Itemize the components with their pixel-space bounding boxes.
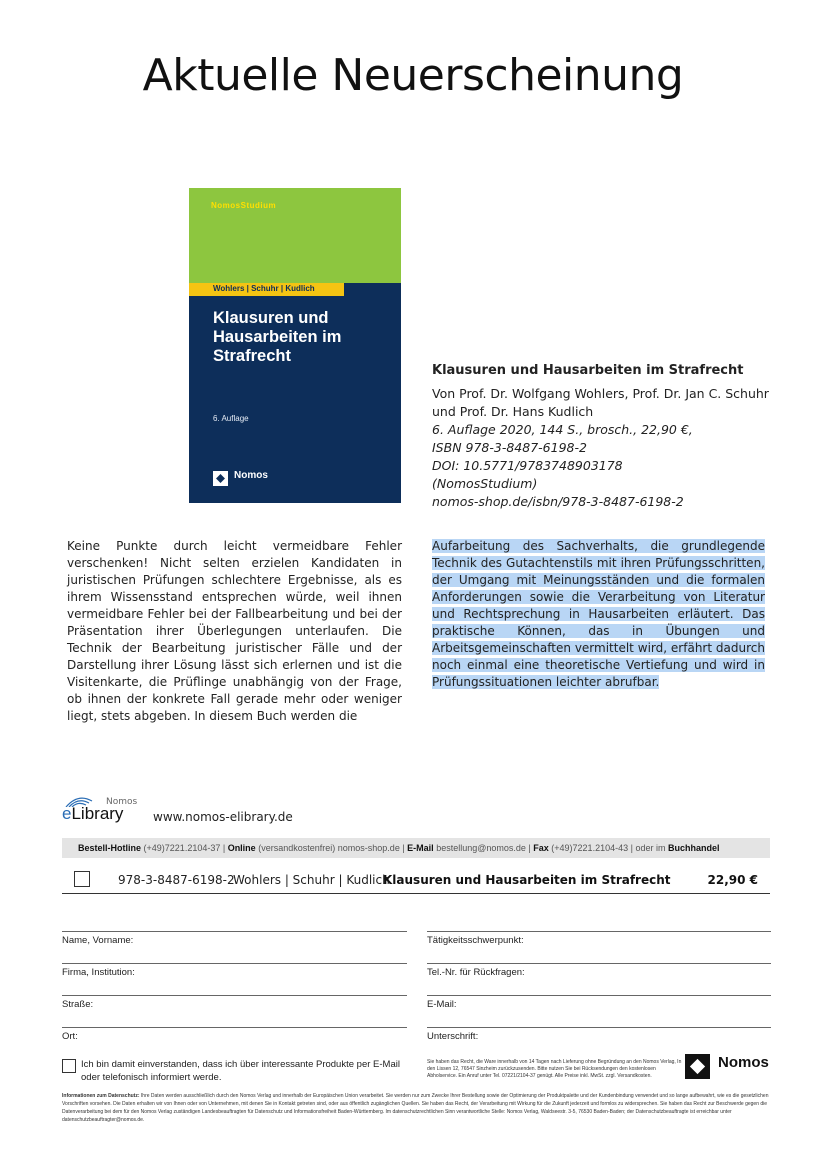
book-edition: 6. Auflage 2020, 144 S., brosch., 22,90 €, [432, 422, 693, 437]
email-link[interactable]: bestellung@nomos.de [436, 843, 526, 853]
order-title: Klausuren und Hausarbeiten im Strafrecht [383, 873, 671, 887]
privacy-notice [62, 1092, 770, 1124]
elibrary-e: e [62, 804, 72, 823]
privacy-text: Ihre Daten werden ausschließlich durch den Nomos Verlag und innerhalb der Europäischen Union verarbeitet. Sie werden nur zum Zwecke Ihrer Bestellung sowie der Optimierung der Produktpalette und der Kundenbindung verwendet und so lange aufbewahrt, wie es die gesetzlichen Vorschriften vorsehen. Die Daten erhalten wir von Ihnen oder von Unternehmen, mit denen Sie in Kontakt getreten sind, oder aus öffentlich zugänglichen Quellen. Sie haben das Recht, der Verarbeitung mit Wirkung für die Zukunft jederzeit und formlos zu widersprechen. Sie haben das Recht zur Beschwerde gegen die Datenverarbeitung bei dem für den Nomos Verlag zuständigen Landesbeauftragten für Datenschutz und Informationsfreiheit Baden-Württemberg. Im datenschutzrechtlichen Sinn verantwortliche Stelle: Nomos Verlag, Waldseestr. 3-5, 76530 Baden-Baden; der Datenschutzbeauftragte ist erreichbar unter datenschutzbeauftragter@nomos.de. [62, 1093, 769, 1123]
online-label: Online [227, 843, 256, 853]
elibrary-url[interactable]: www.nomos-elibrary.de [153, 810, 293, 824]
nomos-logo-icon [685, 1054, 710, 1079]
cover-publisher: Nomos [234, 470, 268, 481]
hotline-label: Bestell-Hotline [78, 843, 142, 853]
city-field[interactable]: Ort: [62, 1027, 407, 1055]
shop-link[interactable]: nomos-shop.de [337, 843, 400, 853]
elibrary-logo[interactable] [62, 795, 152, 827]
or-text: oder im [635, 843, 666, 853]
street-field[interactable]: Straße: [62, 995, 407, 1023]
bookstore-label: Buchhandel [667, 843, 720, 853]
description-right [432, 538, 765, 691]
cover-authors: Wohlers | Schuhr | Kudlich [213, 284, 315, 293]
description-left: Keine Punkte durch leicht vermeidbare Fehler verschenken! Nicht selten erzielen Kandidaten in juristischen Prüfungen schlechtere Ergebnisse, als es ihrem Wissensstand entsprechen würde, weil ihnen vermeidbare Fehler bei der Fallbearbeitung und bei der Präsentation ihrer Überlegungen unterlaufen. Die Technik der Bearbeitung juristischer Fälle und der Darstellung ihrer Lösung lässt sich erlernen und ist die Visitenkarte, die Prüflinge unabhängig von der Frage, ob ihnen der konkrete Fall gerade mehr oder weniger liegt, stets abgeben. In diesem Buch werden die [67, 539, 402, 723]
book-isbn: ISBN 978-3-8487-6198-2 [432, 440, 587, 455]
fax-number: (+49)7221.2104-43 [551, 843, 629, 853]
book-series: (NomosStudium) [432, 476, 538, 491]
book-info [432, 362, 792, 511]
order-isbn: 978-3-8487-6198-2 [118, 873, 235, 887]
name-field[interactable]: Name, Vorname: [62, 931, 407, 959]
return-policy: Sie haben das Recht, die Ware innerhalb von 14 Tagen nach Lieferung ohne Begründung an den Nomos Verlag, In den Lissen 12, 76547 Sinzheim zurückzusenden. Bitte nutzen Sie bei Rücksendungen den kostenlosen Abholservice. Ein Anruf unter Tel. 07221/2104-37 genügt. Alle Preise inkl. MwSt. zzgl. Versandkosten. [427, 1059, 682, 1079]
fax-label: Fax [533, 843, 549, 853]
cover-title: Klausuren und Hausarbeiten im Strafrecht [213, 309, 342, 365]
phone-field[interactable]: Tel.-Nr. für Rückfragen: [427, 963, 771, 991]
order-price: 22,90 € [707, 873, 758, 887]
consent-text: Ich bin damit einverstanden, dass ich über interessante Produkte per E-Mail oder telefonisch informiert werde. [81, 1059, 400, 1083]
elibrary-library: Library [71, 804, 124, 823]
order-authors: Wohlers | Schuhr | Kudlich [233, 873, 390, 887]
book-shop-link[interactable]: nomos-shop.de/isbn/978-3-8487-6198-2 [432, 494, 684, 509]
nomos-logo-icon [213, 471, 228, 486]
cover-edition: 6. Auflage [213, 414, 249, 423]
elibrary-nomos: Nomos [106, 797, 138, 807]
hotline-bar: Bestell-Hotline (+49)7221.2104-37 | Online (versandkostenfrei) nomos-shop.de | E-Mail bestellung@nomos.de | Fax (+49)7221.2104-43 | oder im Buchhandel [62, 838, 770, 858]
order-checkbox[interactable] [74, 871, 90, 887]
book-doi: DOI: 10.5771/9783748903178 [432, 458, 623, 473]
elibrary-wordmark [62, 804, 123, 824]
hotline-phone[interactable]: (+49)7221.2104-37 [143, 843, 221, 853]
email-label: E-Mail [407, 843, 434, 853]
privacy-label: Informationen zum Datenschutz: [62, 1093, 140, 1099]
signature-field[interactable]: Unterschrift: [427, 1027, 771, 1055]
book-cover[interactable] [189, 188, 401, 503]
nomos-logo-text: Nomos [718, 1054, 769, 1071]
book-authors-2: und Prof. Dr. Hans Kudlich [432, 404, 594, 419]
email-field[interactable]: E-Mail: [427, 995, 771, 1023]
page-headline: Aktuelle Neuerscheinung [142, 50, 684, 101]
book-authors-1: Von Prof. Dr. Wolfgang Wohlers, Prof. Dr. Jan C. Schuhr [432, 386, 769, 401]
company-field[interactable]: Firma, Institution: [62, 963, 407, 991]
description-right-text: Aufarbeitung des Sachverhalts, die grundlegende Technik des Gutachtenstils mit ihren Prüfungsschritten, der Umgang mit Meinungsständen und die formalen Anforderungen sowie die Verarbeitung von Literatur und Rechtsprechung in Hausarbeiten erläutert. Das praktische Können, das in Übungen und Arbeitsgemeinschaften vermittelt wird, erfährt dadurch noch einmal eine theoretische Vertiefung und wird in Prüfungssituationen leichter abrufbar. [432, 539, 765, 689]
focus-field[interactable]: Tätigkeitsschwerpunkt: [427, 931, 771, 959]
cover-series: NomosStudium [211, 201, 277, 210]
book-title: Klausuren und Hausarbeiten im Strafrecht [432, 363, 744, 378]
consent-checkbox[interactable] [62, 1059, 76, 1073]
online-note: (versandkostenfrei) [258, 843, 336, 853]
